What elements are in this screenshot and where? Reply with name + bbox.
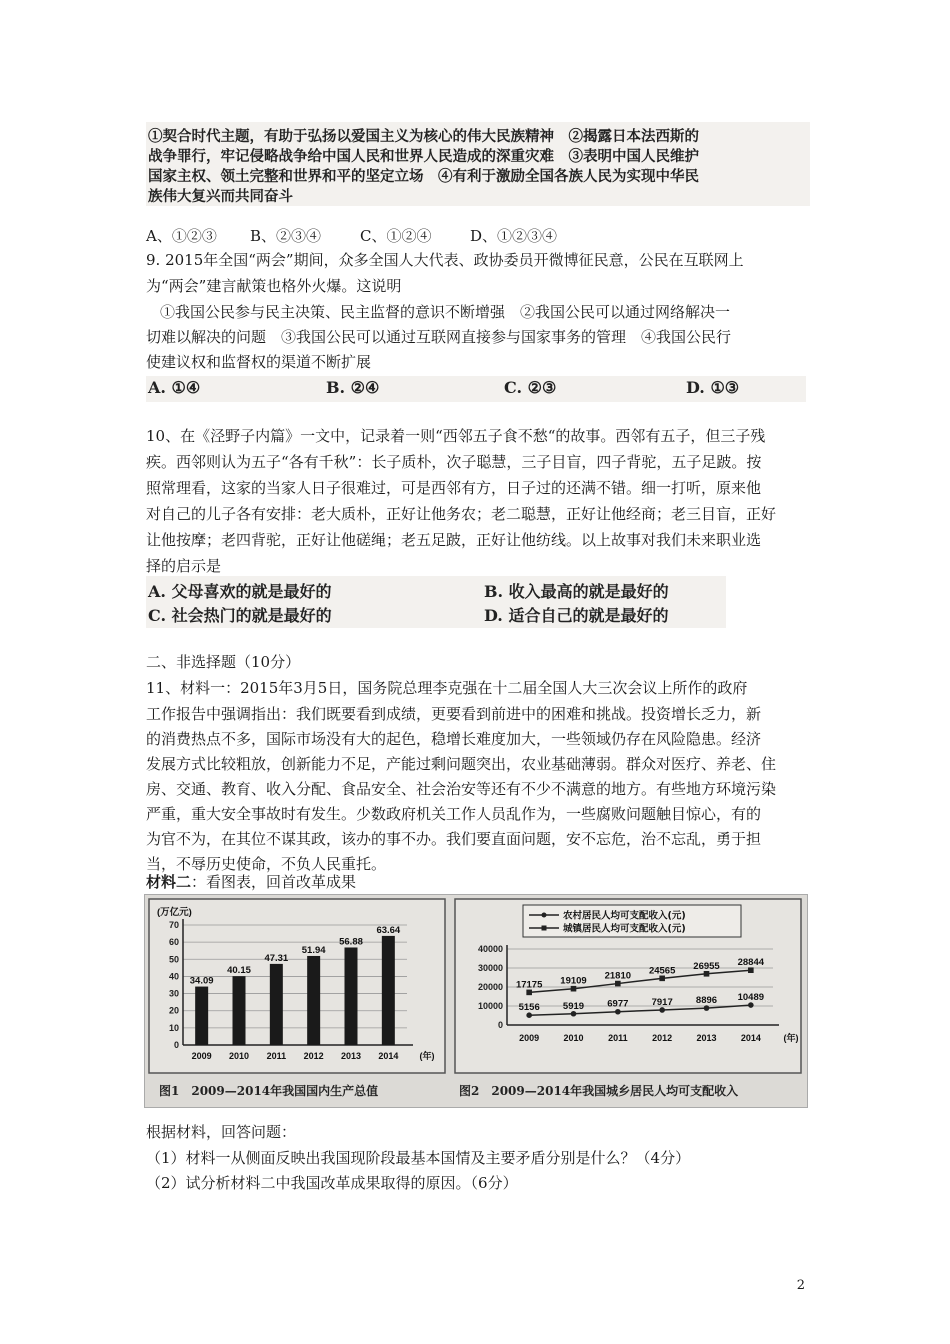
q11-material2-heading [146,870,356,894]
q8-option-c: C、①②④ [360,227,432,245]
q11-material1-line: 发展方式比较粗放，创新能力不足，产能过剩问题突出，农业基础薄弱。群众对医疗、养老、住 [146,755,777,773]
chart2-legend-label: 农村居民人均可支配收入(元) [563,910,686,922]
chart1-x-tick-label: 2013 [340,1051,362,1061]
chart2-point [704,1005,710,1011]
chart1-x-label: (年) [419,1051,435,1061]
q10-option-c: C. 社会热门的就是最好的 [148,606,332,625]
q10-stem-line: 10、在《泾野子内篇》一文中，记录着一则“西邻五子食不愁“的故事。西邻有五子，但三子残 [146,427,766,445]
chart1-y-tick-label: 70 [168,920,179,930]
material2-label: 材料二 [146,873,192,891]
chart1-y-tick-label: 50 [168,954,179,965]
q11-question-2: （2）试分析材料二中我国改革成果取得的原因。（6分） [146,1174,518,1192]
chart1-y-tick-label: 60 [168,937,179,948]
chart2-point [704,971,710,977]
chart2-point [659,1007,665,1013]
q9-option-d: D. ①③ [686,378,740,397]
chart1-y-label: (万亿元) [157,907,192,918]
q9-options-box [146,376,806,402]
chart2-data-label: 5156 [518,1002,540,1014]
q11-material1-line: 11、材料一：2015年3月5日，国务院总理李克强在十二届全国人大三次会议上所作的政府 [146,679,748,697]
chart2-point [748,1002,754,1008]
chart2-y-tick-label: 20000 [477,982,503,992]
chart2-x-tick-label: 2011 [608,1033,628,1043]
chart1-bar [382,936,395,1045]
chart2-data-label: 24565 [648,965,676,977]
chart2-legend-label: 城镇居民人均可支配收入(元) [563,923,686,935]
chart1-x-tick-label: 2014 [378,1051,399,1061]
q11-question-1: （1）材料一从侧面反映出我国现阶段最基本国情及主要矛盾分别是什么？（4分） [146,1149,691,1167]
chart2-point [615,981,621,987]
chart2-point [748,967,754,973]
chart1-y-tick-label: 10 [168,1022,179,1033]
q9-statement-line: ①我国公民参与民主决策、民主监督的意识不断增强 ②我国公民可以通过网络解决一 [160,303,731,321]
chart1-x-tick-label: 2011 [266,1051,287,1061]
q8-option-a: A、①②③ [146,227,217,245]
page-number: 2 [796,1278,805,1293]
material2-text: ：看图表，回首改革成果 [191,873,357,891]
chart2-data-label: 5919 [562,1000,585,1012]
chart2-data-label: 8896 [695,995,718,1007]
material2-figure [144,894,808,1108]
q9-option-c: C. ②③ [504,378,557,397]
chart1-y-tick-label: 0 [173,1040,179,1050]
q9-statement-line: 使建议权和监督权的渠道不断扩展 [146,353,372,371]
chart1-data-label: 56.88 [339,936,363,948]
chart1-x-tick-label: 2009 [191,1051,212,1061]
chart1-bar [233,976,246,1045]
charts-svg [145,895,807,1107]
q10-stem-line: 对自己的儿子各有安排：老大质朴，正好让他务农；老二聪慧，正好让他经商；老三目盲，正好 [146,505,777,523]
q8-option-b: B、②③④ [250,227,322,245]
chart1-x-tick-label: 2012 [303,1051,324,1061]
q10-stem-line: 疾。西邻则认为五子“各有千秋”：长子质朴，次子聪慧，三子目盲，四子背驼，五子足跛。按 [146,453,762,471]
q11-material1-line: 房、交通、教育、收入分配、食品安全、社会治安等还有不少不满意的地方。有些地方环境污染 [146,780,777,798]
chart2-point [615,1009,621,1015]
chart2-legend-marker [542,913,547,918]
chart2-legend-marker [542,926,547,931]
q9-stem-line: 9. 2015年全国“两会”期间，众多全国人大代表、政协委员开微博征民意，公民在互联网上 [146,251,744,269]
chart2-y-tick-label: 30000 [477,963,503,973]
chart2-point [526,1012,532,1018]
q8-statement-line: 战争罪行，牢记侵略战争给中国人民和世界人民造成的深重灾难 ③表明中国人民维护 [148,148,699,165]
q11-material1-line: 当，不辱历史使命，不负人民重托。 [146,855,387,873]
chart2-x-tick-label: 2012 [652,1033,673,1043]
q8-statement-line: 国家主权、领土完整和世界和平的坚定立场 ④有利于激励全国各族人民为实现中华民 [148,168,699,185]
chart1-title: 图1 2009—2014年我国国内生产总值 [159,1084,379,1098]
q9-stem-line: 为“两会”建言献策也格外火爆。这说明 [146,277,402,295]
q11-prompt: 根据材料，回答问题： [146,1123,297,1141]
q10-stem-line: 照常理看，这家的当家人日子很难过，可是西邻有方，日子过的还满不错。细一打听，原来他 [146,479,762,497]
q10-options-box [146,576,726,628]
q8-statement-line: 族伟大复兴而共同奋斗 [148,188,293,205]
q9-statement-line: 切难以解决的问题 ③我国公民可以通过互联网直接参与国家事务的管理 ④我国公民行 [146,328,732,346]
chart2-y-tick-label: 0 [497,1020,503,1030]
chart1-bar [195,987,208,1045]
chart1-data-label: 63.64 [376,924,401,936]
q8-scanned-statements [146,122,810,206]
chart1-y-tick-label: 40 [168,971,179,982]
q8-option-d: D、①②③④ [470,227,558,245]
chart2-data-label: 6977 [607,998,629,1010]
chart1-bar [270,964,283,1045]
q10-option-b: B. 收入最高的就是最好的 [484,582,669,601]
chart2-y-tick-label: 40000 [477,944,503,954]
chart1-data-label: 34.09 [189,975,214,987]
chart2-data-label: 7917 [651,996,673,1008]
q9-option-a: A. ①④ [148,378,201,397]
gdp-bar-chart [149,899,445,1098]
chart2-data-label: 17175 [515,979,543,991]
chart2-point [571,986,577,992]
chart2-point [526,990,532,996]
q11-material1-line: 严重，重大安全事故时有发生。少数政府机关工作人员乱作为，一些腐败问题触目惊心，有的 [146,805,762,823]
chart2-x-tick-label: 2013 [696,1033,717,1043]
chart2-title: 图2 2009—2014年我国城乡居民人均可支配收入 [459,1084,739,1098]
section-heading: 二、非选择题（10分） [146,653,301,671]
chart1-data-label: 51.94 [301,944,326,956]
chart2-x-label: (年) [783,1033,799,1043]
chart2-x-tick-label: 2009 [519,1033,540,1043]
q11-material1-line: 工作报告中强调指出：我们既要看到成绩，更要看到前进中的困难和挑战。投资增长乏力，新 [146,705,762,723]
chart1-bar [345,947,358,1045]
chart1-y-tick-label: 20 [168,1005,179,1016]
chart1-data-label: 47.31 [264,952,289,964]
chart2-data-label: 10489 [737,992,765,1004]
q11-material1-line: 为官不为，在其位不谋其政，该办的事不办。我们要直面问题，安不忘危，治不忘乱，勇于担 [146,830,762,848]
chart2-data-label: 21810 [604,970,632,982]
chart2-point [571,1011,577,1017]
q10-option-a: A. 父母喜欢的就是最好的 [148,582,332,601]
q10-stem-line: 让他按摩；老四背驼，正好让他磋绳；老五足跛，正好让他纺线。以上故事对我们未来职业选 [146,531,762,549]
income-line-chart [455,899,801,1098]
chart2-data-label: 28844 [737,957,765,969]
q8-statement-line: ①契合时代主题，有助于弘扬以爱国主义为核心的伟大民族精神 ②揭露日本法西斯的 [148,128,699,145]
q10-option-d: D. 适合自己的就是最好的 [484,606,669,625]
q10-stem-line: 择的启示是 [146,557,222,575]
chart1-x-tick-label: 2010 [228,1051,250,1061]
chart2-x-tick-label: 2010 [563,1033,584,1043]
chart2-data-label: 19109 [560,975,587,987]
chart2-data-label: 26955 [693,960,720,972]
chart2-y-tick-label: 10000 [477,1001,503,1011]
q11-material1-line: 的消费热点不多，国际市场没有大的起色，稳增长难度加大，一些领域仍存在风险隐患。经济 [146,730,762,748]
chart1-data-label: 40.15 [227,965,251,977]
chart1-y-tick-label: 30 [168,988,179,999]
chart2-x-tick-label: 2014 [740,1033,761,1043]
chart1-bar [307,956,320,1045]
q9-option-b: B. ②④ [326,378,380,397]
chart2-point [659,976,665,982]
